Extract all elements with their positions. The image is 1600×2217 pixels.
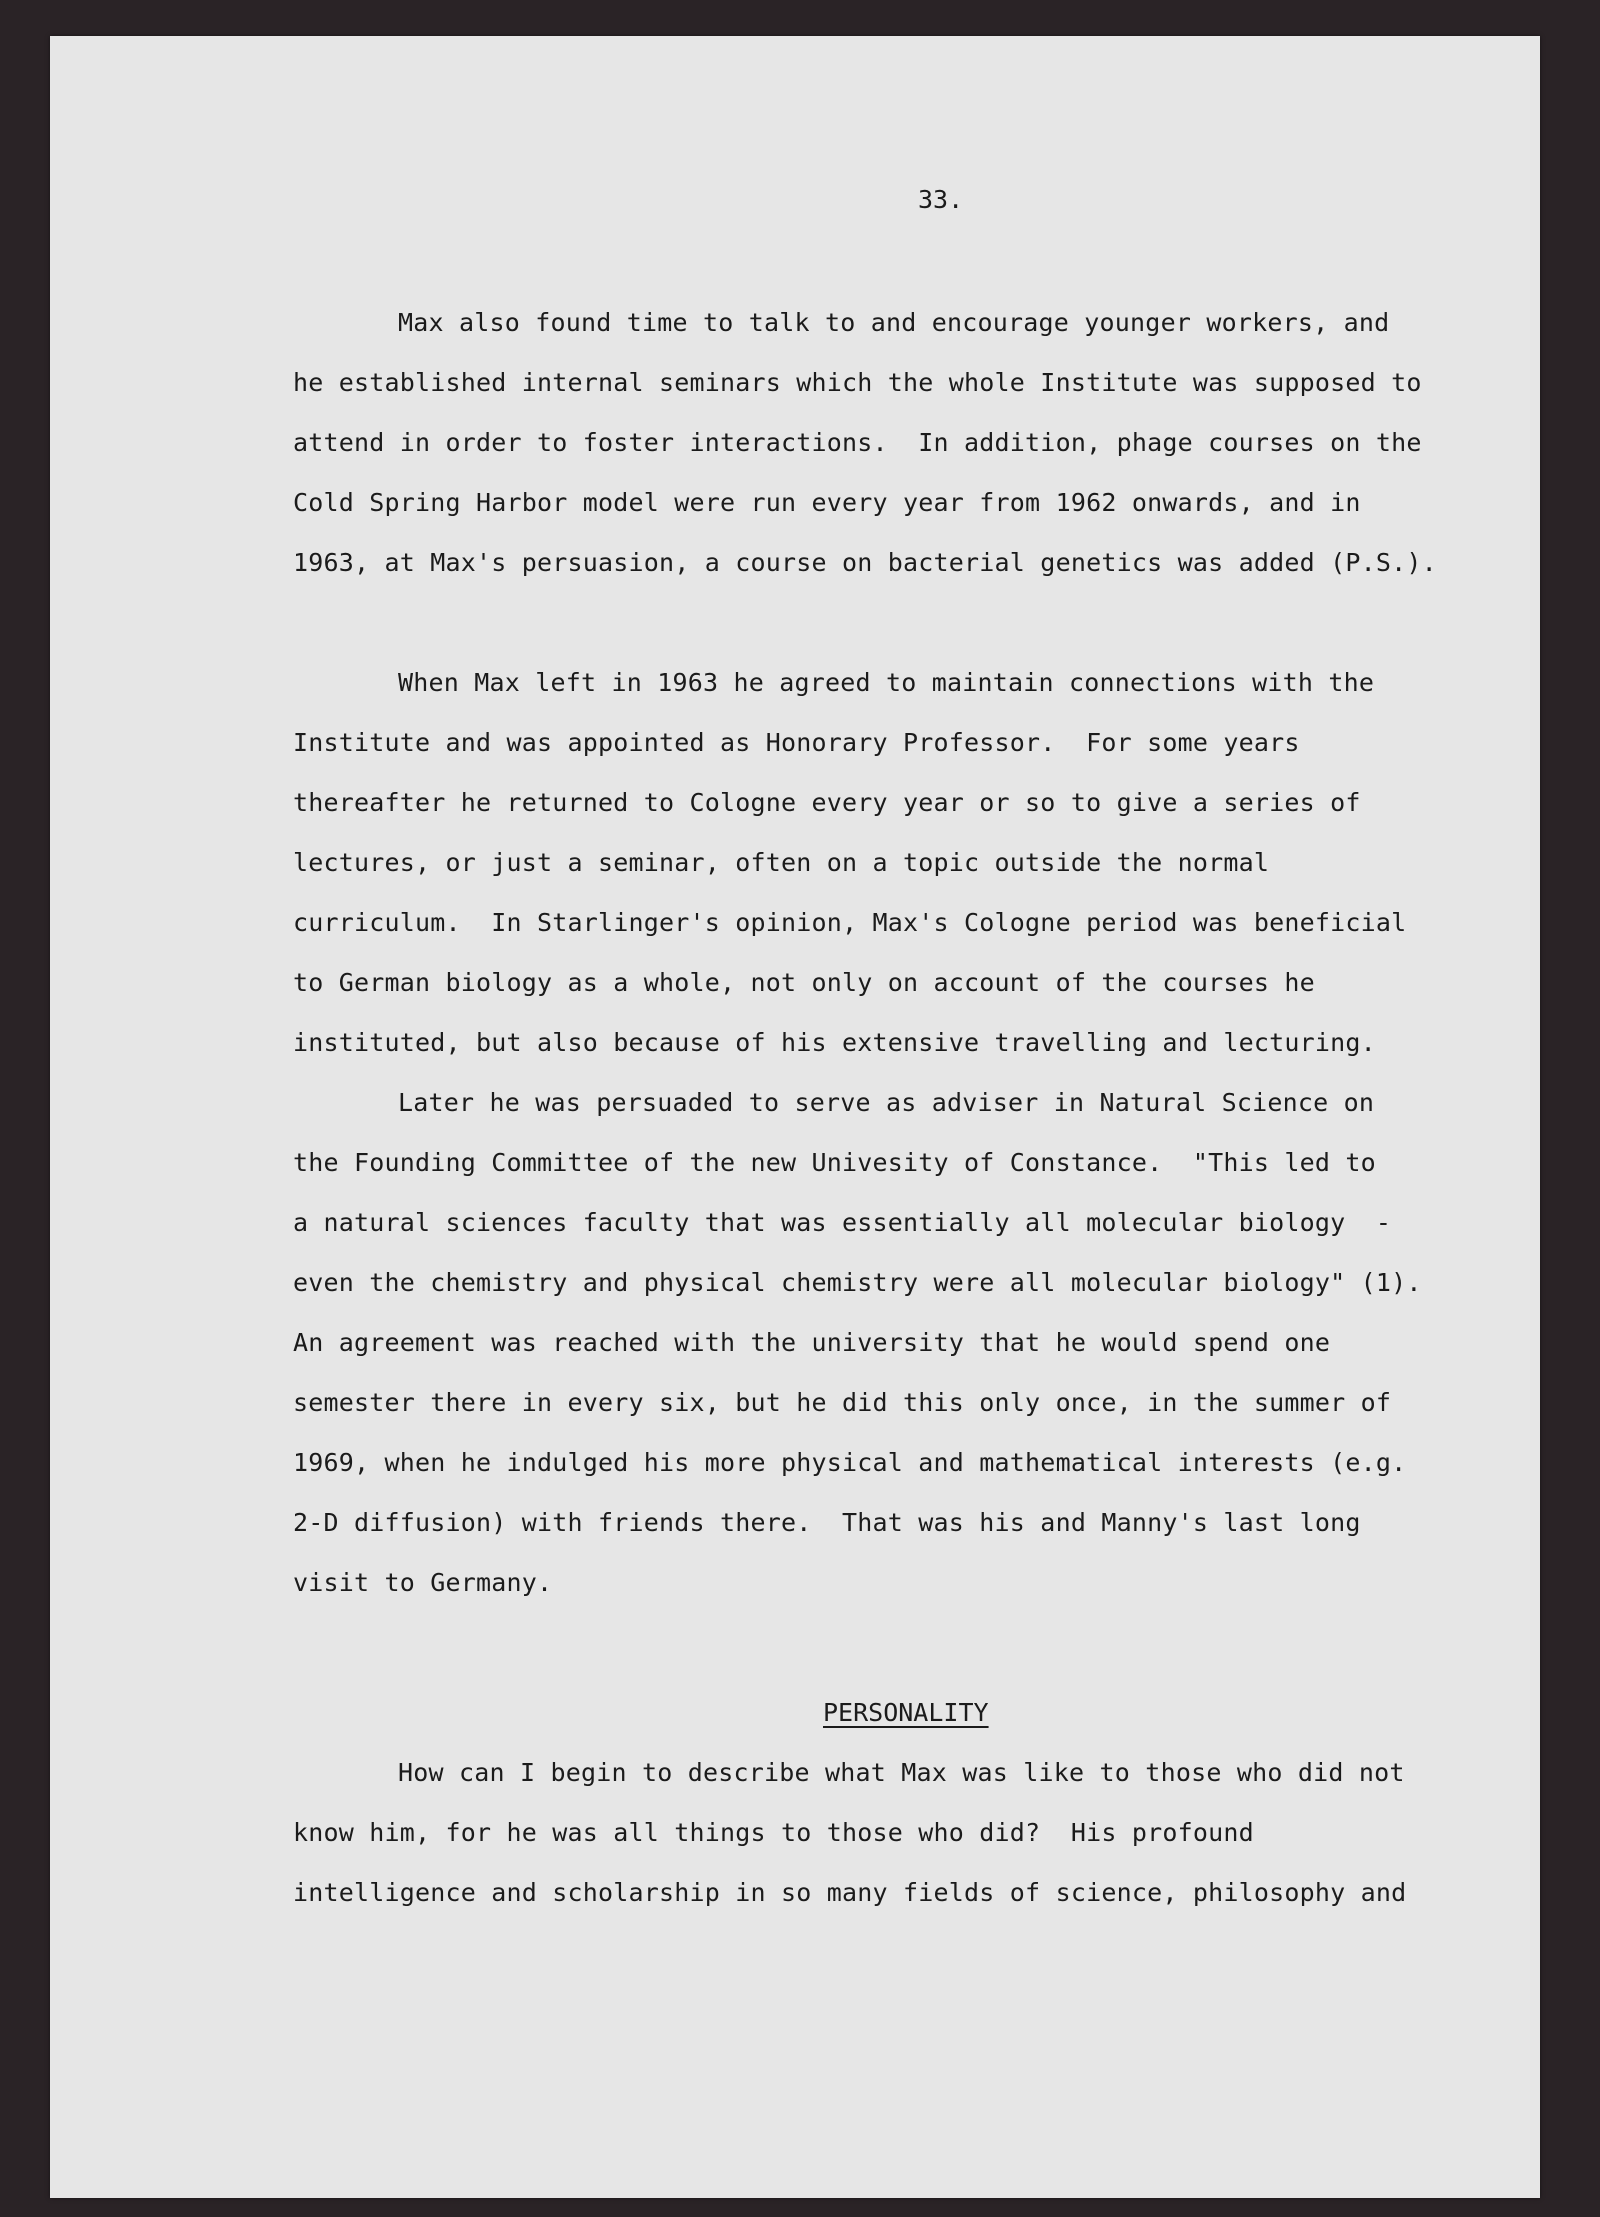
text-line: Institute and was appointed as Honorary Professor. For some years	[293, 728, 1300, 757]
text-line: the Founding Committee of the new Univesity of Constance. "This led to	[293, 1148, 1376, 1177]
text-line: Later he was persuaded to serve as adviser in Natural Science on	[398, 1088, 1375, 1117]
text-line: How can I begin to describe what Max was like to those who did not	[398, 1758, 1405, 1787]
text-line: a natural sciences faculty that was essentially all molecular biology -	[293, 1208, 1392, 1237]
text-line: lectures, or just a seminar, often on a topic outside the normal	[293, 848, 1270, 877]
text-line: 1969, when he indulged his more physical and mathematical interests (e.g.	[293, 1448, 1407, 1477]
text-line: Max also found time to talk to and encourage younger workers, and	[398, 308, 1390, 337]
text-line: visit to Germany.	[293, 1568, 553, 1597]
text-line: Cold Spring Harbor model were run every year from 1962 onwards, and in	[293, 488, 1361, 517]
text-line: instituted, but also because of his extensive travelling and lecturing.	[293, 1028, 1376, 1057]
text-line: An agreement was reached with the university that he would spend one	[293, 1328, 1331, 1357]
document-page	[50, 36, 1540, 2198]
text-line: intelligence and scholarship in so many fields of science, philosophy and	[293, 1878, 1407, 1907]
section-heading: PERSONALITY	[823, 1698, 989, 1727]
text-line: 2-D diffusion) with friends there. That was his and Manny's last long	[293, 1508, 1361, 1537]
text-line: thereafter he returned to Cologne every year or so to give a series of	[293, 788, 1361, 817]
text-line: attend in order to foster interactions. In addition, phage courses on the	[293, 428, 1422, 457]
text-line: even the chemistry and physical chemistry were all molecular biology" (1).	[293, 1268, 1422, 1297]
text-line: 1963, at Max's persuasion, a course on bacterial genetics was added (P.S.).	[293, 548, 1437, 577]
text-line: he established internal seminars which the whole Institute was supposed to	[293, 368, 1422, 397]
page-number: 33.	[918, 185, 964, 214]
text-line: curriculum. In Starlinger's opinion, Max's Cologne period was beneficial	[293, 908, 1407, 937]
text-line: know him, for he was all things to those who did? His profound	[293, 1818, 1254, 1847]
text-line: to German biology as a whole, not only on account of the courses he	[293, 968, 1315, 997]
text-line: When Max left in 1963 he agreed to maintain connections with the	[398, 668, 1375, 697]
text-line: semester there in every six, but he did this only once, in the summer of	[293, 1388, 1392, 1417]
